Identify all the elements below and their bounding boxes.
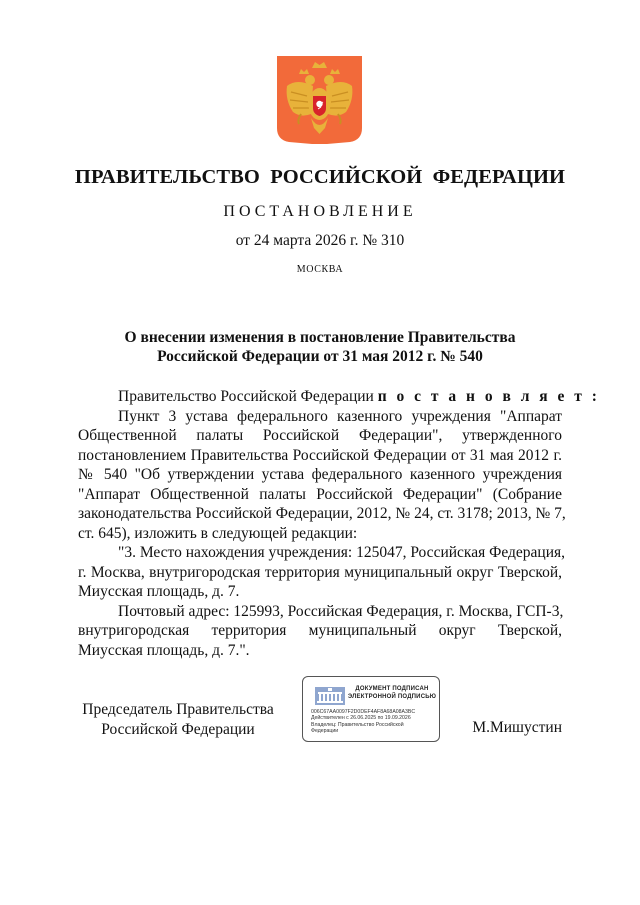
signer-position-line: Председатель Правительства: [82, 701, 274, 718]
body-line: постановлением Правительства Российской Федерации от 31 мая 2012 г.: [78, 446, 562, 464]
body-line: Пункт 3 устава федерального казенного учреждения "Аппарат: [118, 407, 562, 425]
body-line: № 540 "Об утверждении устава федерального казенного учреждения: [78, 466, 562, 483]
stamp-heading: [347, 685, 437, 701]
document-type: ПОСТАНОВЛЕНИЕ: [223, 203, 417, 220]
signer-position-line: Российской Федерации: [101, 720, 255, 738]
intro-paragraph: [78, 387, 600, 407]
body-line: Общественной палаты Российской Федерации", утвержденного: [78, 427, 562, 444]
body-line: ст. 645), изложить в следующей редакции:: [78, 524, 358, 542]
city-name: МОСКВА: [296, 264, 344, 275]
coat-of-arms-emblem: [277, 56, 362, 144]
signer-position: [78, 700, 278, 739]
body-line: внутригородская территория муниципальный округ Тверской,: [78, 622, 562, 639]
body-line: "3. Место нахождения учреждения: 125047, Российская Федерация,: [118, 544, 566, 561]
body-line: Почтовый адрес: 125993, Российская Федерация, г. Москва, ГСП-3,: [118, 602, 564, 620]
electronic-signature-stamp: [302, 676, 440, 742]
body-line: законодательства Российской Федерации, 2012, № 24, ст. 3178; 2013, № 7,: [78, 505, 566, 522]
title-line: Российской Федерации от 31 мая 2012 г. № 540: [157, 348, 483, 365]
certificate-owner: Владелец: Правительство Российской: [311, 721, 404, 728]
government-name: ПРАВИТЕЛЬСТВО РОССИЙСКОЙ ФЕДЕРАЦИИ: [74, 166, 566, 188]
body-line: "Аппарат Общественной палаты Российской Федерации" (Собрание: [78, 485, 562, 503]
stamp-details: [311, 709, 437, 734]
stamp-heading-line: ЭЛЕКТРОННОЙ ПОДПИСЬЮ: [347, 694, 437, 700]
government-building-icon: [315, 687, 345, 705]
body-line: г. Москва, внутригородская территория муниципальный округ Тверской,: [78, 563, 562, 581]
body-line: Миусская площадь, д. 7.: [78, 583, 240, 600]
title-line: О внесении изменения в постановление Правительства: [124, 329, 516, 346]
certificate-owner: Федерации: [311, 727, 339, 734]
stamp-heading-line: ДОКУМЕНТ ПОДПИСАН: [355, 686, 429, 692]
validity-period: Действителен с 26.06.2025 по 19.09.2026: [311, 715, 411, 722]
body-line: Миусская площадь, д. 7.".: [78, 641, 250, 659]
decrees-word: п о с т а н о в л я е т :: [377, 388, 600, 405]
signer-name: М.Мишустин: [472, 719, 562, 736]
decree-title: [78, 328, 562, 366]
decree-body: [78, 387, 600, 660]
decree-date-number: от 24 марта 2026 г. № 310: [235, 232, 405, 249]
intro-text: Правительство Российской Федерации: [118, 388, 378, 405]
certificate-number: 006C67AA0097F2D0DEF4AF8A68A08A3BC: [311, 709, 416, 715]
